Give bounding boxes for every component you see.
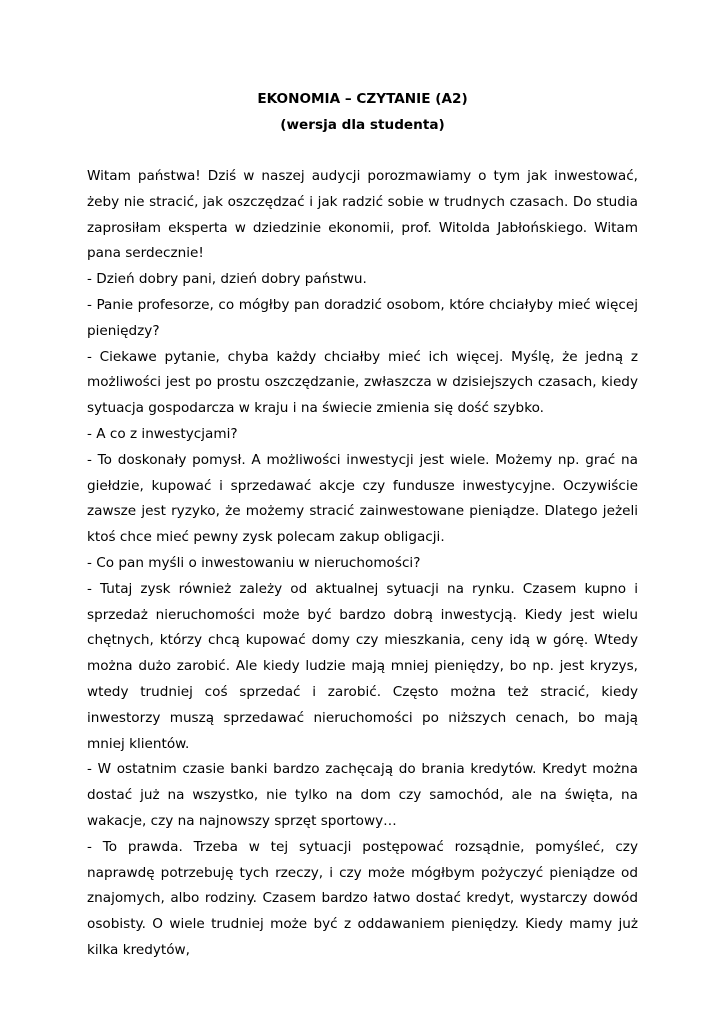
page-title: EKONOMIA – CZYTANIE (A2) <box>257 91 468 107</box>
paragraph-answer-credits: - To prawda. Trzeba w tej sytuacji postępować rozsądnie, pomyśleć, czy naprawdę potrzebuję tych rzeczy, i czy może mógłbym pożyczyć pieniądze od znajomych, albo rodziny. Czasem bardzo łatwo dostać kredyt, wystarczy dowód osobisty. O wiele trudniej może być z oddawaniem pieniędzy. Kiedy mamy już kilka kredytów, <box>87 838 638 958</box>
paragraph-question-investments: - A co z inwestycjami? <box>87 425 238 442</box>
paragraph-answer-saving: - Ciekawe pytanie, chyba każdy chciałby mieć ich więcej. Myślę, że jedną z możliwości jest po prostu oszczędzanie, zwłaszcza w dzisiejszych czasach, kiedy sytuacja gospodarcza w kraju i na świecie zmienia się dość szybko. <box>87 348 638 417</box>
paragraph-greeting: - Dzień dobry pani, dzień dobry państwu. <box>87 271 367 288</box>
paragraph-answer-investments: - To doskonały pomysł. A możliwości inwestycji jest wiele. Możemy np. grać na giełdzie, kupować i sprzedawać akcje czy fundusze inwestycyjne. Oczywiście zawsze jest ryzyko, że możemy stracić zainwestowane pieniądze. Dlatego jeżeli ktoś chce mieć pewny zysk polecam zakup obligacji. <box>87 451 638 546</box>
paragraph-question-credits: - W ostatnim czasie banki bardzo zachęcają do brania kredytów. Kredyt można dostać już na wszystko, nie tylko na dom czy samochód, ale na święta, na wakacje, czy na najnowszy sprzęt sportowy… <box>87 761 638 829</box>
paragraph-question-money: - Panie profesorze, co mógłby pan doradzić osobom, które chciałyby mieć więcej pieniędzy? <box>87 296 638 339</box>
paragraph-intro: Witam państwa! Dziś w naszej audycji porozmawiamy o tym jak inwestować, żeby nie stracić, jak oszczędzać i jak radzić sobie w trudnych czasach. Do studia zaprosiłam eksperta w dziedzinie ekonomii, prof. Witolda Jabłońskiego. Witam pana serdecznie! <box>87 168 638 262</box>
page-subtitle: (wersja dla studenta) <box>280 117 445 133</box>
paragraph-question-real-estate: - Co pan myśli o inwestowaniu w nieruchomości? <box>87 554 421 571</box>
paragraph-answer-real-estate: - Tutaj zysk również zależy od aktualnej sytuacji na rynku. Czasem kupno i sprzedaż nieruchomości może być bardzo dobrą inwestycją. Kiedy jest wielu chętnych, którzy chcą kupować domy czy mieszkania, ceny idą w górę. Wtedy można dużo zarobić. Ale kiedy ludzie mają mniej pieniędzy, bo np. jest kryzys, wtedy trudniej coś sprzedać i zarobić. Często można też stracić, kiedy inwestorzy muszą sprzedawać nieruchomości po niższych cenach, bo mają mniej klientów. <box>87 580 638 752</box>
